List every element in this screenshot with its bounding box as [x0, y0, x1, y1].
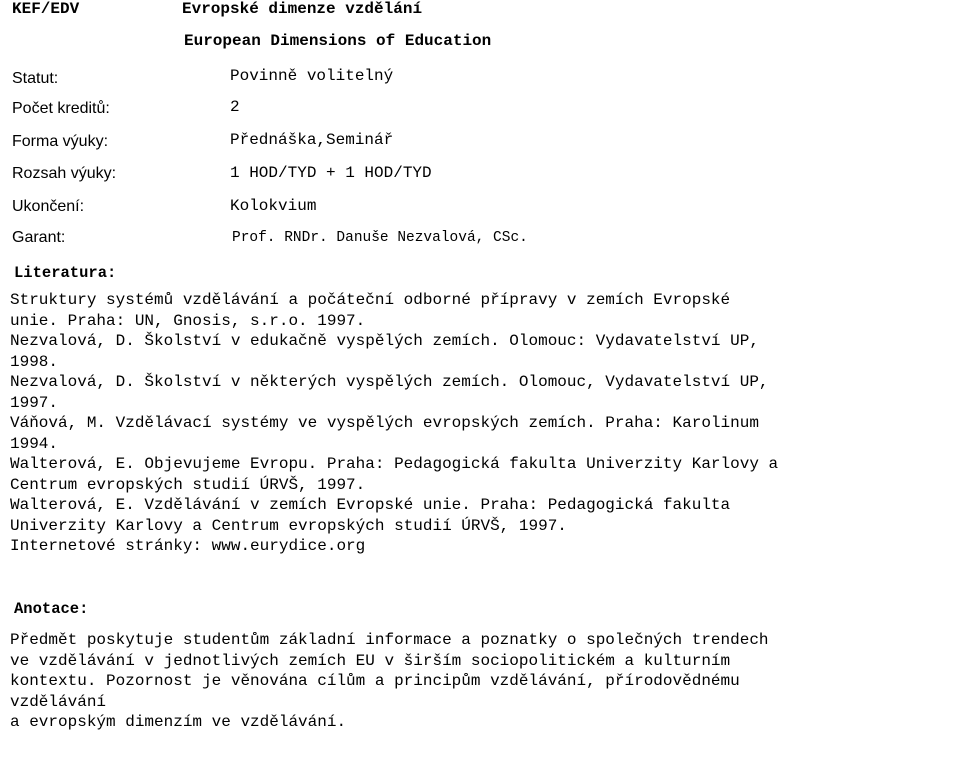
completion-value: Kolokvium: [230, 197, 317, 215]
literature-list: [10, 290, 955, 557]
course-title-english: European Dimensions of Education: [184, 32, 492, 50]
literature-line: Nezvalová, D. Školství v některých vyspělých zemích. Olomouc, Vydavatelství UP,: [10, 373, 769, 391]
annotation-line: Předmět poskytuje studentům základní informace a poznatky o společných trendech: [10, 631, 769, 649]
literature-line: Nezvalová, D. Školství v edukačně vyspělých zemích. Olomouc: Vydavatelství UP,: [10, 332, 759, 350]
teaching-form-value: Přednáška,Seminář: [230, 131, 394, 149]
annotation-line: a evropským dimenzím ve vzdělávání.: [10, 713, 347, 731]
teaching-scope-value: 1 HOD/TYD + 1 HOD/TYD: [230, 164, 432, 182]
literature-line: Internetové stránky: www.eurydice.org: [10, 537, 366, 555]
literature-line: 1994.: [10, 434, 59, 453]
completion-label: Ukončení:: [12, 198, 85, 215]
annotation-line: vzdělávání: [10, 692, 107, 711]
literature-line: Váňová, M. Vzdělávací systémy ve vyspělých evropských zemích. Praha: Karolinum: [10, 414, 759, 432]
literature-line: 1997.: [10, 393, 59, 412]
status-label: Statut:: [12, 70, 59, 87]
credits-label: Počet kreditů:: [12, 100, 110, 117]
guarantor-label: Garant:: [12, 229, 66, 246]
literature-line: Walterová, E. Vzdělávání v zemích Evropské unie. Praha: Pedagogická fakulta: [10, 496, 731, 514]
literature-line: Univerzity Karlovy a Centrum evropských studií ÚRVŠ, 1997.: [10, 516, 567, 535]
literature-line: unie. Praha: UN, Gnosis, s.r.o. 1997.: [10, 311, 366, 330]
literature-line: Centrum evropských studií ÚRVŠ, 1997.: [10, 475, 366, 494]
course-title-czech: Evropské dimenze vzdělání: [182, 0, 423, 18]
teaching-form-label: Forma výuky:: [12, 133, 109, 150]
literature-line: Struktury systémů vzdělávání a počáteční odborné přípravy v zemích Evropské: [10, 291, 731, 309]
literature-line: Walterová, E. Objevujeme Evropu. Praha: Pedagogická fakulta Univerzity Karlovy a: [10, 455, 779, 473]
teaching-scope-label: Rozsah výuky:: [12, 165, 117, 182]
annotation-text: [10, 630, 955, 733]
annotation-line: ve vzdělávání v jednotlivých zemích EU v širším sociopolitickém a kulturním: [10, 651, 731, 670]
course-code: KEF/EDV: [12, 0, 80, 18]
literature-line: 1998.: [10, 352, 59, 371]
credits-value: 2: [230, 98, 240, 116]
annotation-line: kontextu. Pozornost je věnována cílům a principům vzdělávání, přírodovědnému: [10, 672, 740, 690]
annotation-heading: Anotace:: [14, 600, 89, 618]
guarantor-value: Prof. RNDr. Danuše Nezvalová, CSc.: [232, 230, 528, 246]
status-value: Povinně volitelný: [230, 67, 394, 85]
literature-heading: Literatura:: [14, 264, 117, 282]
